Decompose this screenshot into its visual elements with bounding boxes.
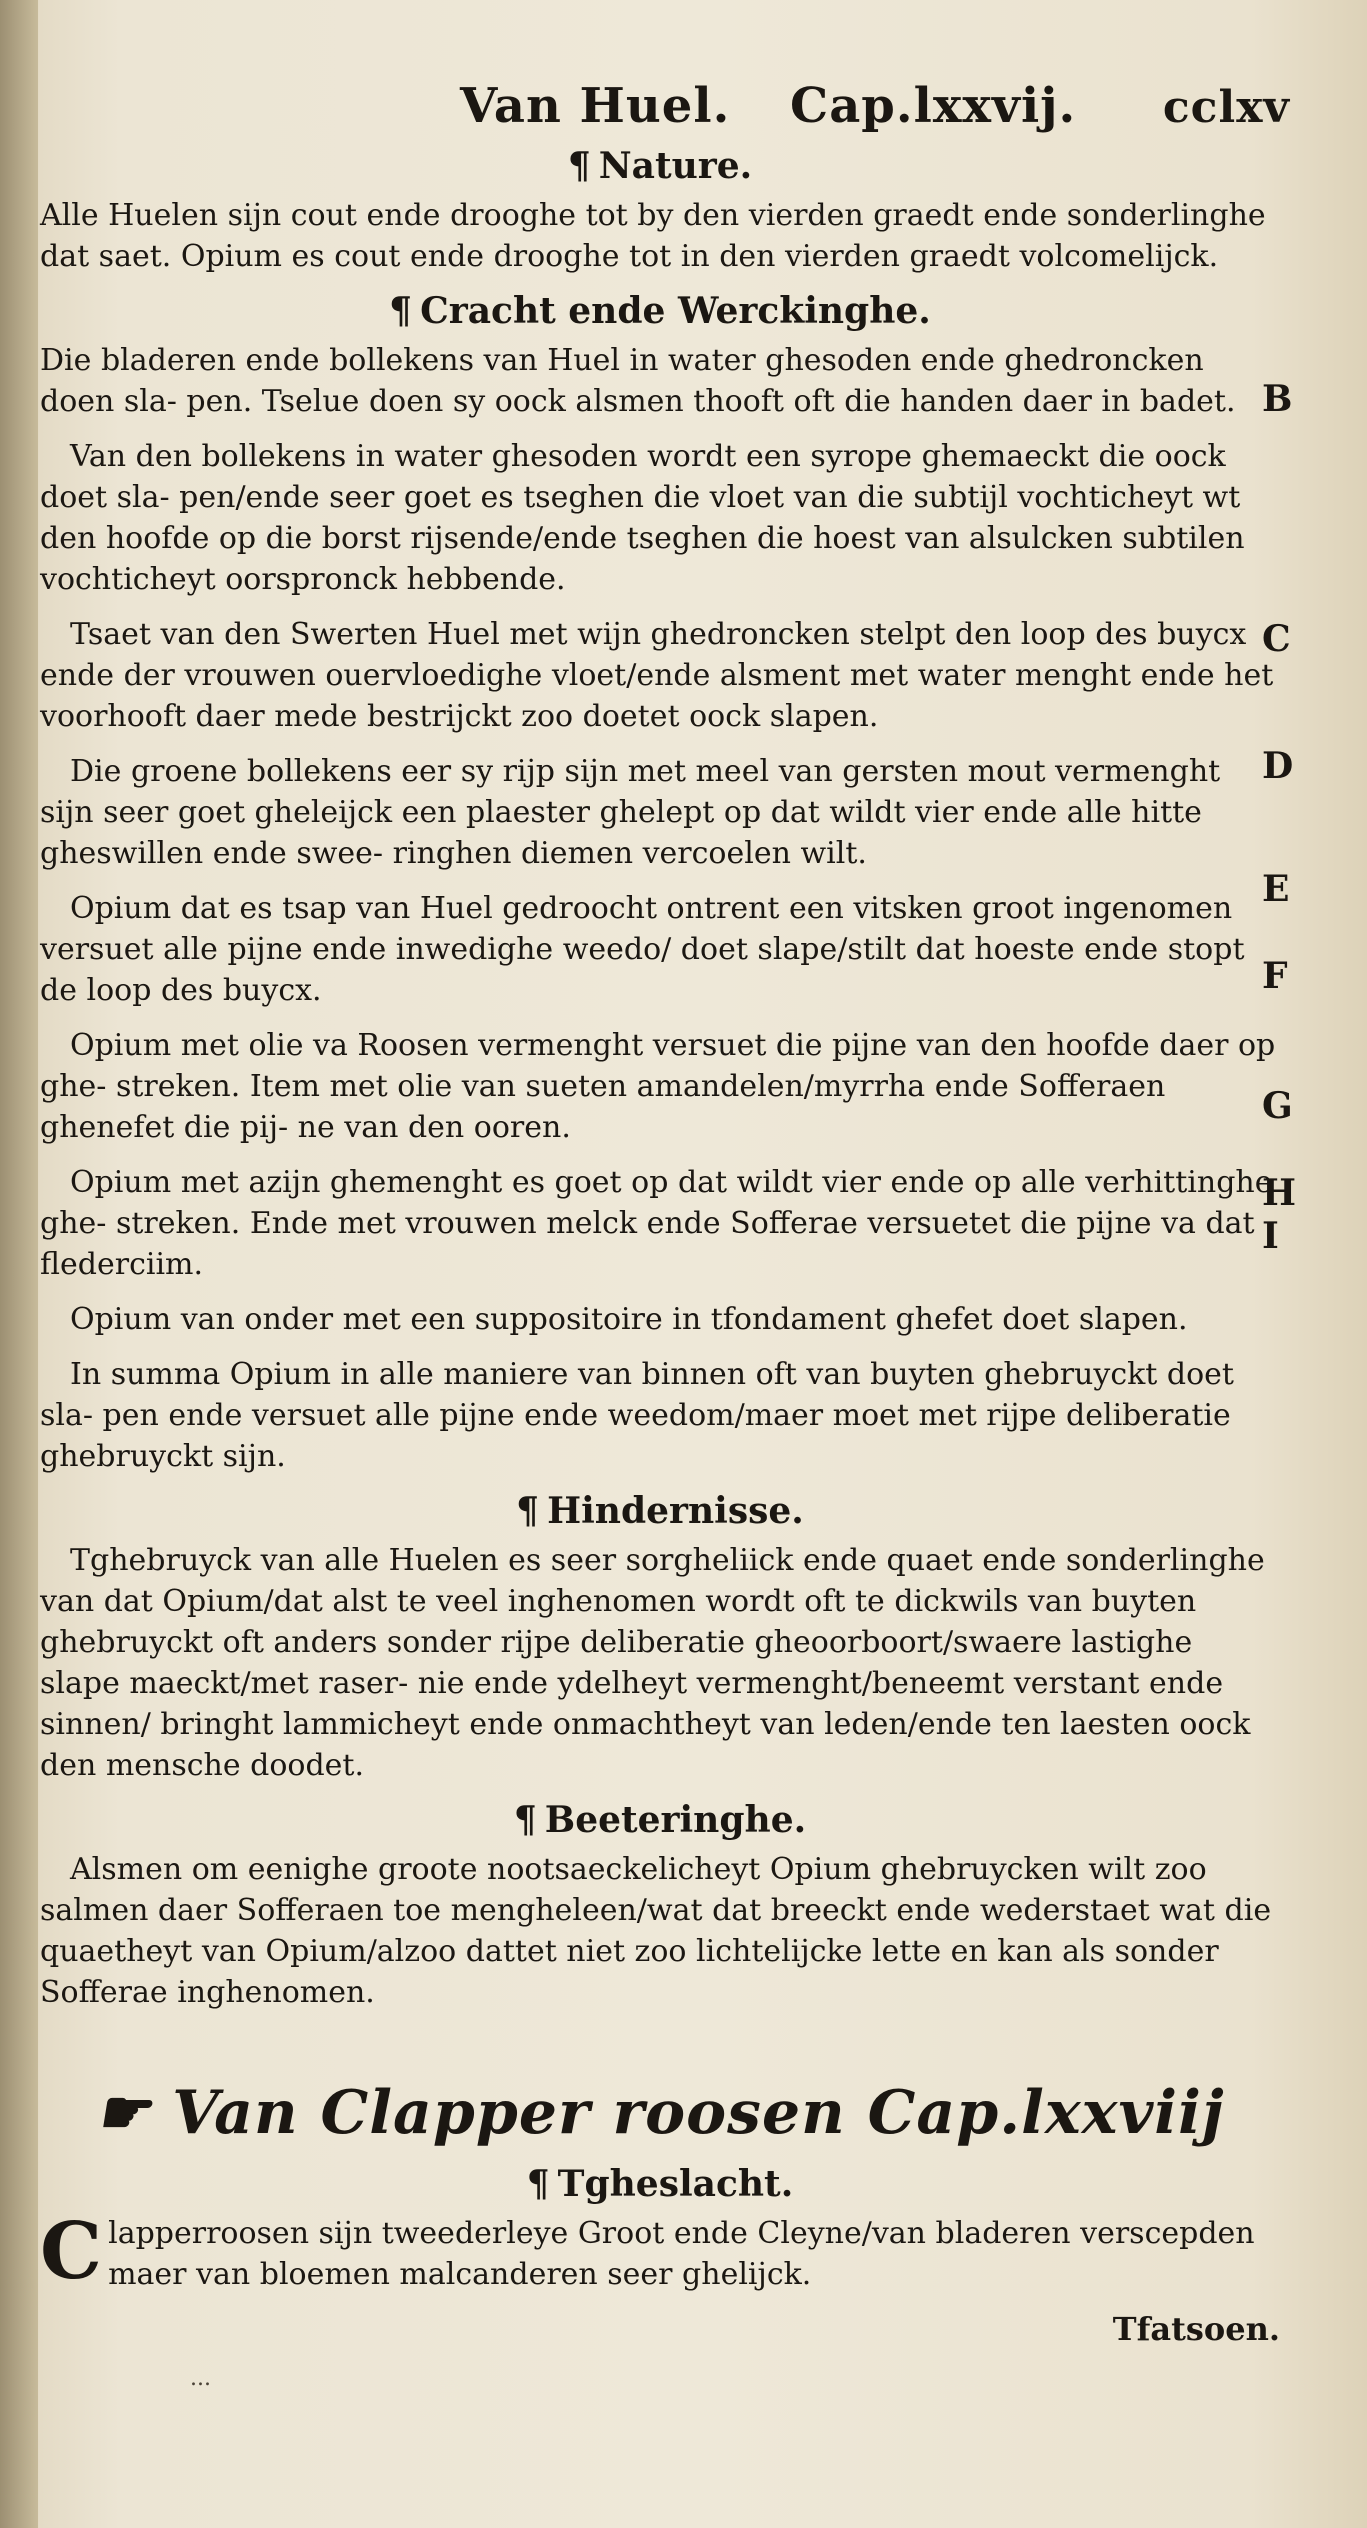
paragraph: Alsmen om eenighe groote nootsaeckelicheyt Opium ghebruycken wilt zoo salmen daer Sofferaen toe mengheleen/wat dat breeckt ende wederstaet wat die quaetheyt van Opium/alzoo dattet niet zoo lichtelijcke lette en kan als sonder Sofferae inghenomen. [40,1852,1272,2010]
heading-power: ¶ Cracht ende Werckinghe. [389,290,931,332]
paragraph: Opium van onder met een suppositoire in tfondament ghefet doet slapen. [70,1302,1188,1337]
paragraph: Die groene bollekens eer sy rijp sijn met meel van gersten mout vermenght sijn seer goet gheleijck een plaester ghelept op dat wildt vier ende alle hitte gheswillen ende swee- ringhen diemen vercoelen wilt. [40,754,1221,871]
margin-letter: G [1262,1085,1293,1127]
paragraph: Opium met azijn ghemenght es goet op dat wildt vier ende op alle verhittinghe ghe- streken. Ende met vrouwen melck ende Sofferae versuetet die pijne va dat flederciim. [40,1165,1273,1282]
paragraph: Van den bollekens in water ghesoden wordt een syrope ghemaeckt die oock doet sla- pen/ende seer goet es tseghen die vloet van die subtijl vochticheyt wt den hoofde op die borst rijsende/ende tseghen die hoest van alsulcken subtilen vochticheyt oorspronck hebbende. [40,439,1245,597]
footer-marks: ... [190,2366,211,2391]
drop-initial: C [40,2206,103,2297]
catchword: Tfatsoen. [1112,2310,1280,2348]
chapter-title: ☛ Van Clapper roosen Cap.lxxviij [95,2078,1225,2148]
heading-remedy: ¶ Beeteringhe. [513,1799,807,1841]
paragraph: Die bladeren ende bollekens van Huel in water ghesoden ende ghedroncken doen sla- pen. Tselue doen sy oock alsmen thooft oft die handen daer in badet. [40,343,1236,419]
heading-hindrance: ¶ Hindernisse. [516,1490,804,1532]
header-title: Van Huel. [460,78,731,134]
pilcrow-icon: ¶ [516,1490,540,1532]
margin-letter: E [1262,868,1290,910]
running-head [460,78,1290,148]
header-chapter: Cap.lxxvij. [790,78,1077,134]
hand-icon: ☛ [95,2078,151,2148]
paragraph-with-initial: Clapperroosen sijn tweederleye Groot ende Cleyne/van bladeren verscepden maer van bloemen malcanderen seer ghelijck. [40,2206,1255,2297]
pilcrow-icon: ¶ [567,145,591,187]
folio-number: cclxv [1162,82,1290,133]
margin-letter: C [1262,618,1291,660]
margin-letter: H [1262,1172,1297,1214]
page-gutter [0,0,38,2528]
pilcrow-icon: ¶ [526,2163,550,2205]
paragraph: Opium met olie va Roosen vermenght versuet die pijne van den hoofde daer op ghe- streken. Item met olie van sueten amandelen/myrrha ende Sofferaen ghenefet die pij- ne van den ooren. [40,1028,1276,1145]
paragraph: Opium dat es tsap van Huel gedroocht ontrent een vitsken groot ingenomen versuet alle pijne ende inwedighe weedo/ doet slape/stilt dat hoeste ende stopt de loop des buycx. [40,891,1245,1008]
main-text [40,140,1280,2399]
heading-nature: ¶ Nature. [567,145,753,187]
paragraph: Alle Huelen sijn cout ende drooghe tot by den vierden graedt ende sonderlinghe dat saet. Opium es cout ende drooghe tot in den vierden graedt volcomelijck. [40,198,1266,274]
paragraph: Tghebruyck van alle Huelen es seer sorgheliick ende quaet ende sonderlinghe van dat Opium/dat alst te veel inghenomen wordt oft te dickwils van buyten ghebruyckt oft anders sonder rijpe deliberatie gheoorboort/swaere lastighe slape maeckt/met raser- nie ende ydelheyt vermenght/beneemt verstant ende sinnen/ bringht lammicheyt ende onmachtheyt van leden/ende ten laesten oock den mensche doodet. [40,1543,1265,1783]
heading-kind: ¶ Tgheslacht. [526,2163,794,2205]
paragraph: Tsaet van den Swerten Huel met wijn ghedroncken stelpt den loop des buycx ende der vrouwen ouervloedighe vloet/ende alsment met water menght ende het voorhooft daer mede bestrijckt zoo doetet oock slapen. [40,617,1274,734]
pilcrow-icon: ¶ [513,1799,537,1841]
paragraph: In summa Opium in alle maniere van binnen oft van buyten ghebruyckt doet sla- pen ende versuet alle pijne ende weedom/maer moet met rijpe deliberatie ghebruyckt sijn. [40,1357,1234,1474]
margin-letter: F [1262,955,1288,997]
margin-letter: D [1262,745,1294,787]
margin-letter: B [1262,378,1293,420]
margin-letter: I [1262,1215,1279,1257]
pilcrow-icon: ¶ [389,290,413,332]
